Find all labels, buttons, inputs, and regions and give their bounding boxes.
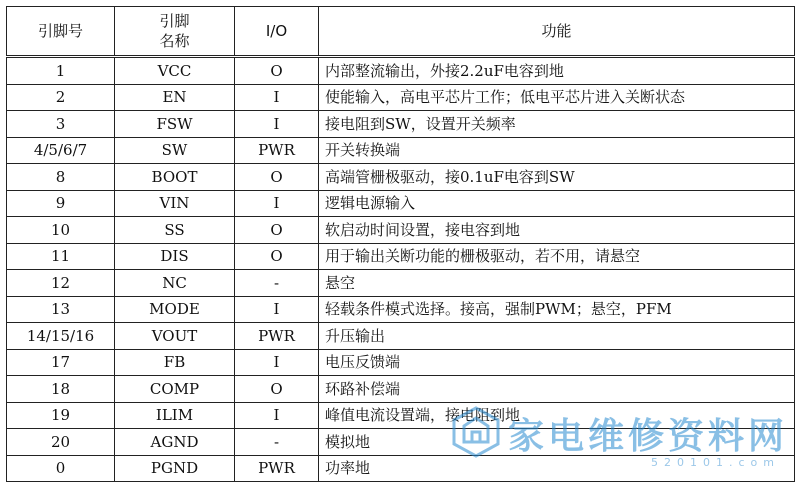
table-row xyxy=(7,349,795,376)
cell-function: 模拟地 xyxy=(319,429,795,456)
cell-io: I xyxy=(235,111,319,138)
cell-pin-number: 12 xyxy=(7,270,115,297)
header-pin-name xyxy=(115,7,235,57)
cell-pin-number: 20 xyxy=(7,429,115,456)
cell-pin-number: 19 xyxy=(7,402,115,429)
cell-pin-name: COMP xyxy=(115,376,235,403)
pin-table-container xyxy=(6,6,794,482)
cell-io: O xyxy=(235,57,319,85)
table-row xyxy=(7,376,795,403)
cell-pin-number: 14/15/16 xyxy=(7,323,115,350)
cell-function: 用于输出关断功能的栅极驱动，若不用，请悬空 xyxy=(319,243,795,270)
cell-pin-name: EN xyxy=(115,84,235,111)
table-row xyxy=(7,57,795,85)
table-row xyxy=(7,402,795,429)
watermark-url: 520101.com xyxy=(651,456,780,469)
cell-io: I xyxy=(235,296,319,323)
cell-function: 软启动时间设置，接电容到地 xyxy=(319,217,795,244)
cell-pin-number: 8 xyxy=(7,164,115,191)
cell-pin-number: 0 xyxy=(7,455,115,482)
cell-function: 功率地 xyxy=(319,455,795,482)
cell-function: 内部整流输出，外接2.2uF电容到地 xyxy=(319,57,795,85)
cell-io: - xyxy=(235,429,319,456)
cell-io: O xyxy=(235,376,319,403)
table-row xyxy=(7,217,795,244)
cell-pin-number: 10 xyxy=(7,217,115,244)
header-pin-name-line2: 名称 xyxy=(159,32,190,50)
cell-pin-name: BOOT xyxy=(115,164,235,191)
cell-io: PWR xyxy=(235,455,319,482)
cell-pin-number: 1 xyxy=(7,57,115,85)
cell-function: 环路补偿端 xyxy=(319,376,795,403)
cell-pin-name: ILIM xyxy=(115,402,235,429)
header-io: I/O xyxy=(235,7,319,57)
cell-io: I xyxy=(235,84,319,111)
table-row xyxy=(7,323,795,350)
table-row xyxy=(7,243,795,270)
cell-pin-name: NC xyxy=(115,270,235,297)
cell-function: 逻辑电源输入 xyxy=(319,190,795,217)
cell-io: O xyxy=(235,164,319,191)
cell-pin-number: 3 xyxy=(7,111,115,138)
header-function: 功能 xyxy=(319,7,795,57)
table-row xyxy=(7,455,795,482)
cell-pin-name: MODE xyxy=(115,296,235,323)
table-body xyxy=(7,57,795,482)
table-row xyxy=(7,111,795,138)
cell-pin-number: 9 xyxy=(7,190,115,217)
cell-io: PWR xyxy=(235,137,319,164)
header-pin-name-line1: 引脚 xyxy=(159,12,190,30)
cell-pin-name: FSW xyxy=(115,111,235,138)
cell-function: 高端管栅极驱动，接0.1uF电容到SW xyxy=(319,164,795,191)
cell-pin-name: FB xyxy=(115,349,235,376)
cell-pin-number: 2 xyxy=(7,84,115,111)
cell-io: I xyxy=(235,349,319,376)
cell-function: 悬空 xyxy=(319,270,795,297)
cell-pin-name: SS xyxy=(115,217,235,244)
cell-function: 使能输入，高电平芯片工作；低电平芯片进入关断状态 xyxy=(319,84,795,111)
cell-pin-name: SW xyxy=(115,137,235,164)
cell-function: 接电阻到SW，设置开关频率 xyxy=(319,111,795,138)
cell-function: 峰值电流设置端，接电阻到地 xyxy=(319,402,795,429)
table-row xyxy=(7,429,795,456)
cell-io: I xyxy=(235,402,319,429)
table-row xyxy=(7,190,795,217)
cell-function: 电压反馈端 xyxy=(319,349,795,376)
cell-function: 轻载条件模式选择。接高，强制PWM；悬空，PFM xyxy=(319,296,795,323)
cell-pin-name: PGND xyxy=(115,455,235,482)
cell-pin-number: 4/5/6/7 xyxy=(7,137,115,164)
cell-pin-number: 17 xyxy=(7,349,115,376)
cell-pin-name: AGND xyxy=(115,429,235,456)
cell-pin-number: 13 xyxy=(7,296,115,323)
cell-pin-name: VIN xyxy=(115,190,235,217)
table-row xyxy=(7,84,795,111)
table-header-row xyxy=(7,7,795,57)
cell-io: O xyxy=(235,217,319,244)
cell-pin-name: VOUT xyxy=(115,323,235,350)
header-pin-number: 引脚号 xyxy=(7,7,115,57)
cell-io: - xyxy=(235,270,319,297)
cell-pin-number: 11 xyxy=(7,243,115,270)
watermark-text: 家电维修资料网 xyxy=(507,416,788,457)
cell-io: O xyxy=(235,243,319,270)
table-row xyxy=(7,296,795,323)
table-row xyxy=(7,270,795,297)
cell-pin-number: 18 xyxy=(7,376,115,403)
table-row xyxy=(7,137,795,164)
table-row xyxy=(7,164,795,191)
pin-function-table xyxy=(6,6,795,482)
cell-pin-name: DIS xyxy=(115,243,235,270)
cell-function: 开关转换端 xyxy=(319,137,795,164)
cell-pin-name: VCC xyxy=(115,57,235,85)
cell-io: I xyxy=(235,190,319,217)
cell-function: 升压输出 xyxy=(319,323,795,350)
cell-io: PWR xyxy=(235,323,319,350)
